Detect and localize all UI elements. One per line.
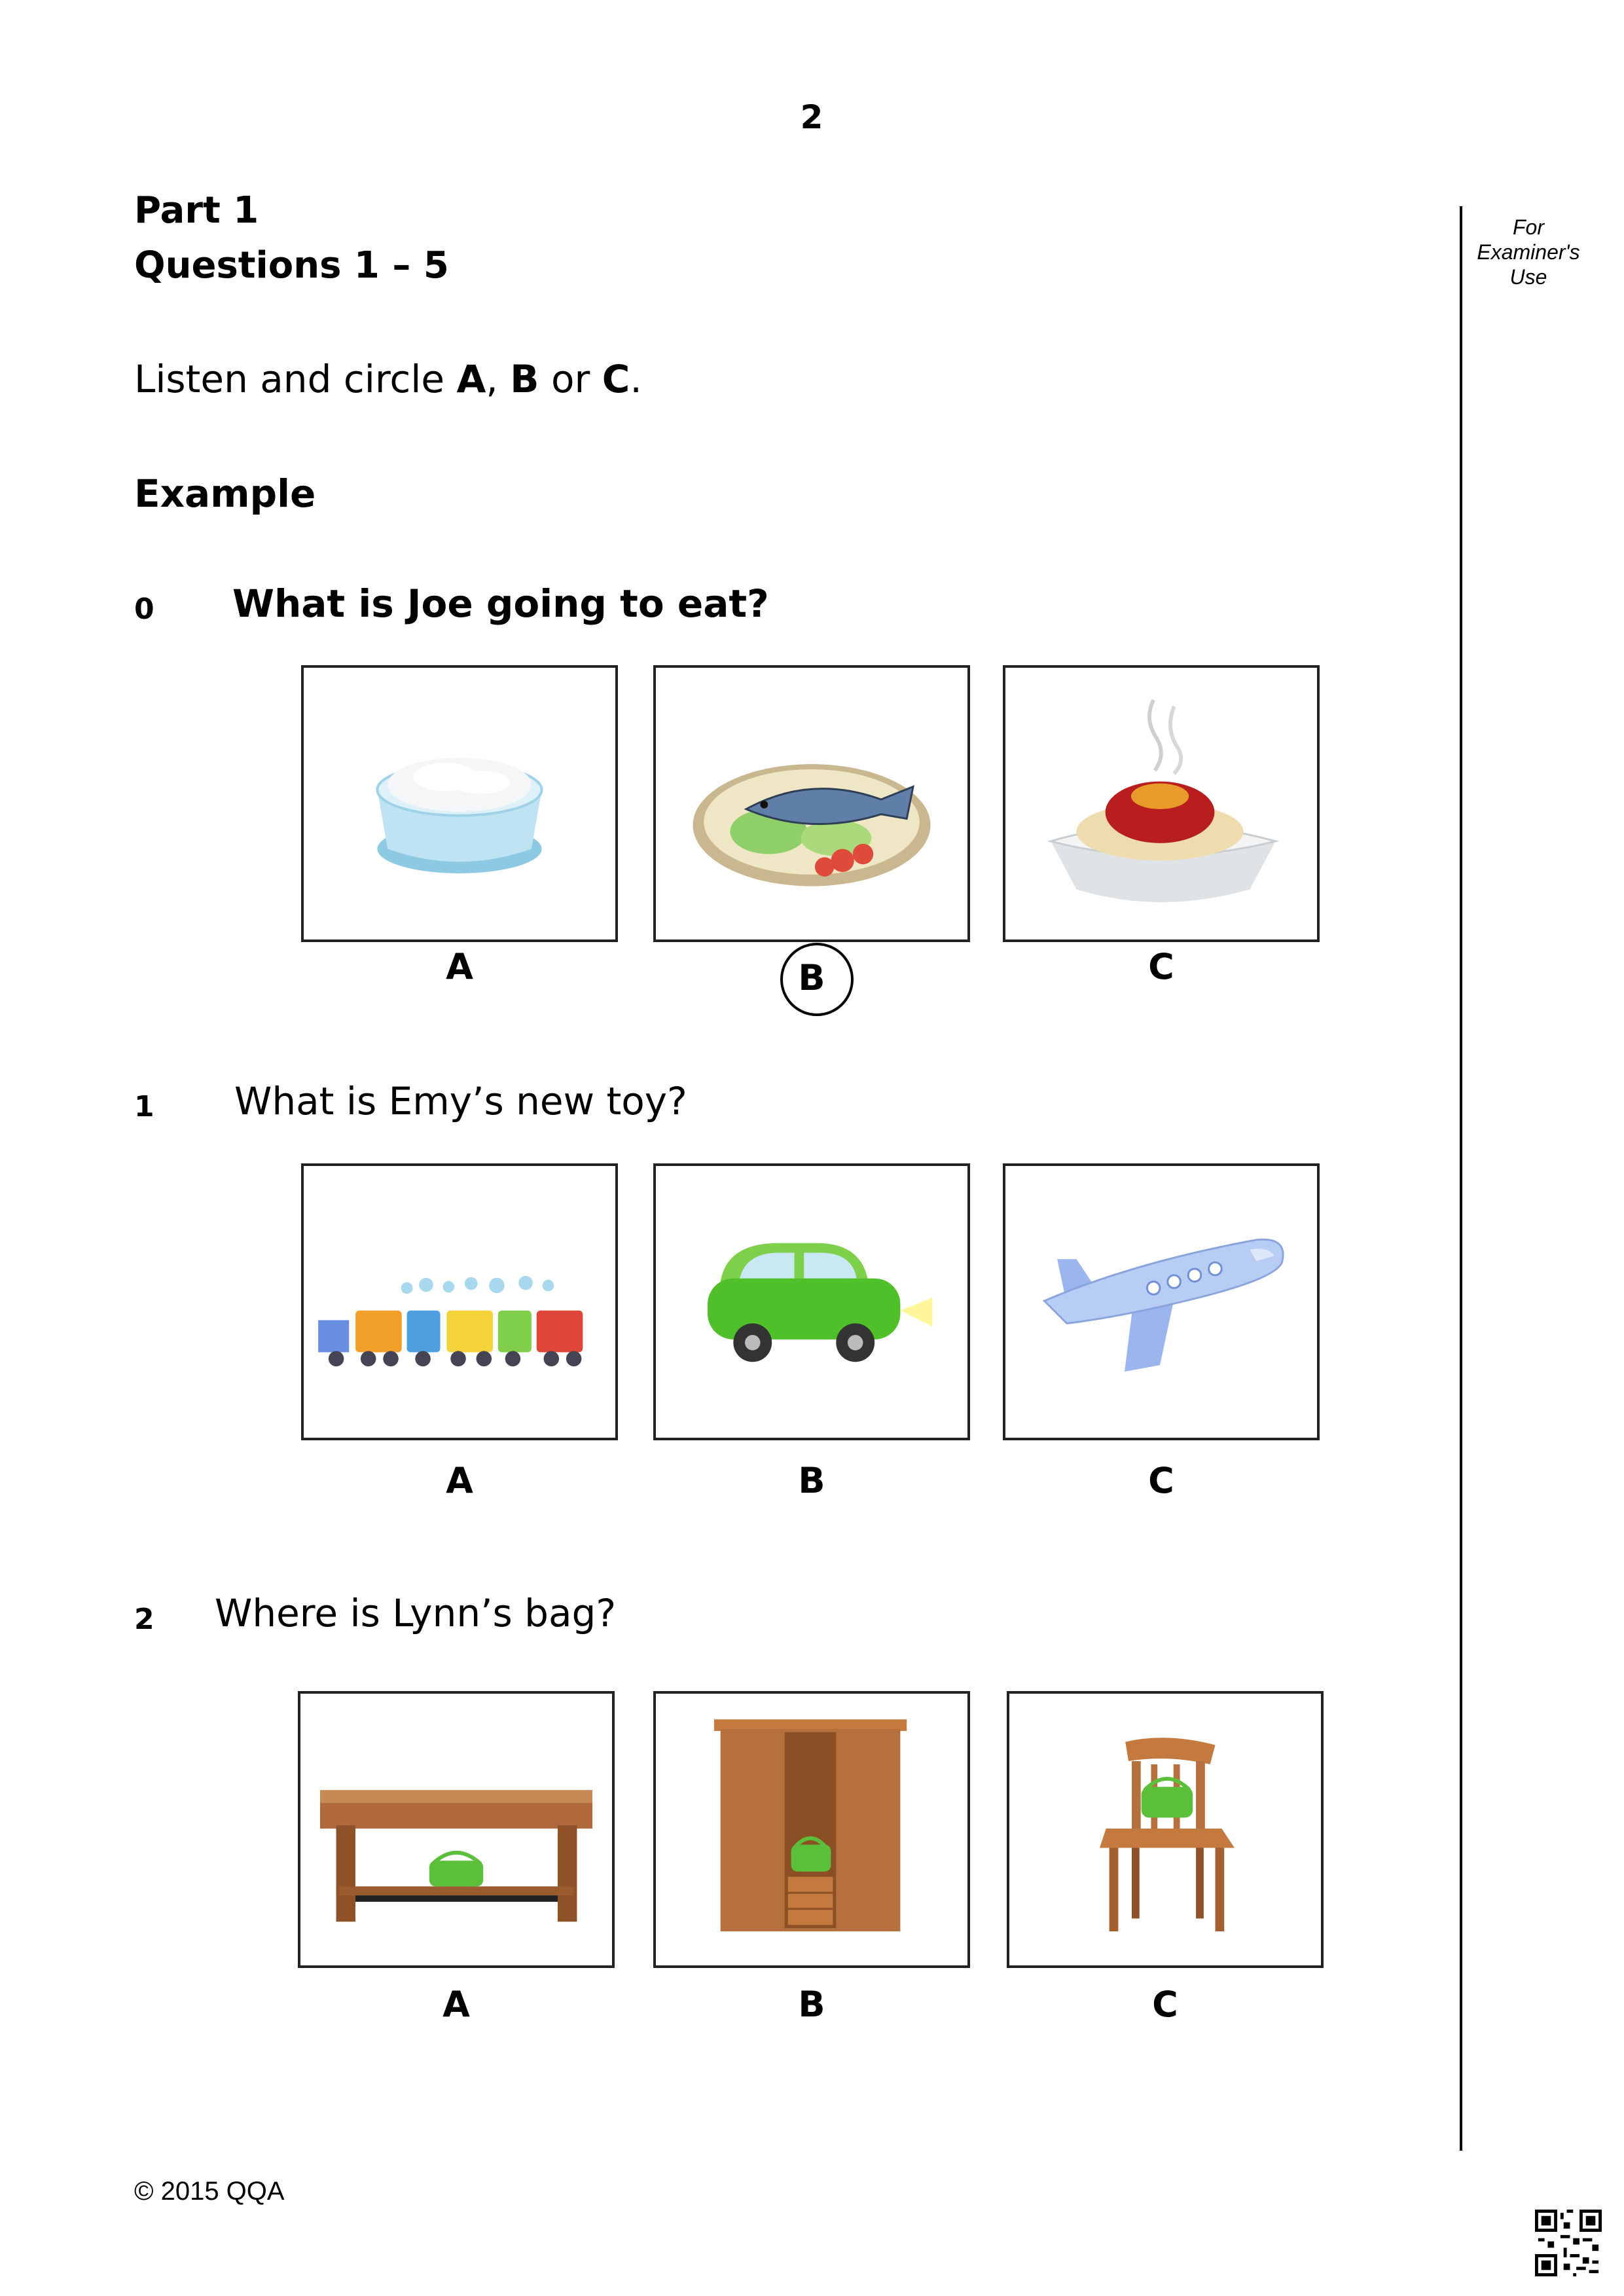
option-1-a-label: A xyxy=(446,1460,473,1501)
instruction-sep2: or xyxy=(539,357,602,401)
option-1-b-picture[interactable] xyxy=(653,1163,970,1440)
instruction xyxy=(134,357,642,401)
option-1-c-label: C xyxy=(1148,1460,1174,1501)
question-0-number: 0 xyxy=(134,592,154,626)
question-2-number: 2 xyxy=(134,1603,154,1636)
answer-circle xyxy=(780,943,854,1016)
instruction-prefix: Listen and circle xyxy=(134,357,457,401)
spaghetti-plate-icon xyxy=(1005,668,1317,939)
examiner-line-2: Examiner's xyxy=(1477,240,1580,264)
chair-with-bag-icon xyxy=(1009,1694,1321,1965)
toy-plane-icon xyxy=(1005,1166,1317,1438)
option-0-c-label: C xyxy=(1148,946,1174,987)
page-number: 2 xyxy=(800,98,823,136)
question-2-text: Where is Lynn’s bag? xyxy=(215,1591,617,1635)
part-title: Part 1 xyxy=(134,189,259,232)
option-1-c-picture[interactable] xyxy=(1003,1163,1320,1440)
example-label: Example xyxy=(134,471,316,516)
option-2-b-label: B xyxy=(798,1984,825,2025)
option-2-a-label: A xyxy=(442,1984,470,2025)
rice-bowl-icon xyxy=(304,668,615,939)
option-0-b-picture[interactable] xyxy=(653,665,970,942)
option-0-b-label: B xyxy=(798,957,825,998)
qr-code-icon xyxy=(1535,2210,1602,2276)
option-1-a-picture[interactable] xyxy=(301,1163,618,1440)
option-2-b-picture[interactable] xyxy=(653,1691,970,1968)
part-heading xyxy=(134,183,449,293)
instruction-b: B xyxy=(510,357,539,401)
examiner-column-divider xyxy=(1460,206,1462,2151)
fish-plate-icon xyxy=(656,668,967,939)
option-0-a-picture[interactable] xyxy=(301,665,618,942)
option-1-b-label: B xyxy=(798,1460,825,1501)
questions-range: Questions 1 – 5 xyxy=(134,244,449,287)
examiner-line-3: Use xyxy=(1509,265,1547,289)
option-0-c-picture[interactable] xyxy=(1003,665,1320,942)
copyright: © 2015 QQA xyxy=(134,2177,285,2206)
wardrobe-with-bag-icon xyxy=(656,1694,967,1965)
question-1-text: What is Emy’s new toy? xyxy=(234,1079,687,1123)
examiner-line-1: For xyxy=(1513,215,1544,239)
toy-car-icon xyxy=(656,1166,967,1438)
option-2-a-picture[interactable] xyxy=(298,1691,615,1968)
instruction-c: C xyxy=(602,357,630,401)
examiner-use-label xyxy=(1466,215,1591,289)
instruction-a: A xyxy=(456,357,486,401)
question-1-number: 1 xyxy=(134,1090,154,1123)
instruction-sep1: , xyxy=(486,357,511,401)
table-with-bag-icon xyxy=(300,1694,612,1965)
option-2-c-picture[interactable] xyxy=(1007,1691,1324,1968)
option-2-c-label: C xyxy=(1152,1984,1178,2025)
instruction-suffix: . xyxy=(630,357,642,401)
question-0-text: What is Joe going to eat? xyxy=(232,581,769,626)
toy-train-icon xyxy=(304,1166,615,1438)
option-0-a-label: A xyxy=(446,946,473,987)
